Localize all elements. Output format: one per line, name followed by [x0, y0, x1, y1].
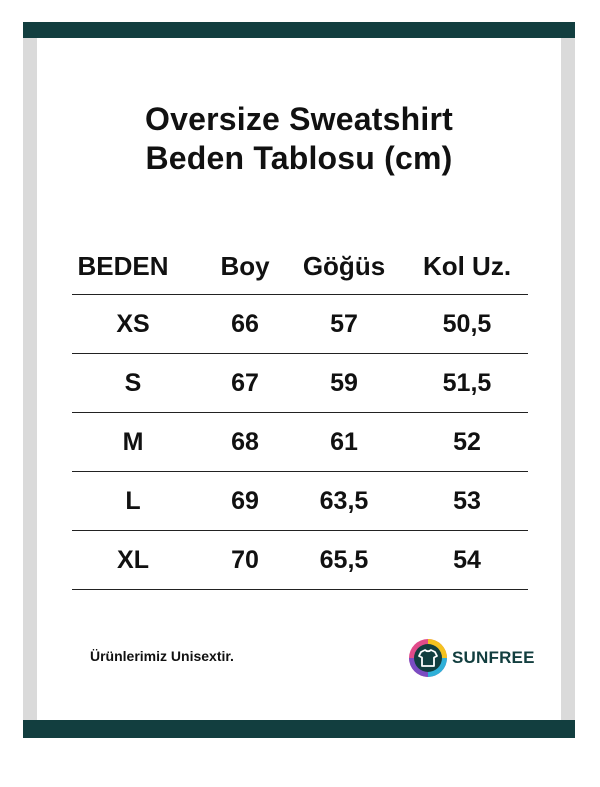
chest-cell: 59 [330, 368, 358, 397]
title-line-2: Beden Tablosu (cm) [145, 140, 453, 176]
sleeve-cell: 52 [453, 427, 481, 456]
length-cell: 70 [231, 545, 259, 574]
top-border-bar [23, 22, 575, 38]
page-title [37, 100, 561, 178]
chest-cell: 57 [330, 309, 358, 338]
tshirt-icon [408, 638, 448, 678]
title-line-1: Oversize Sweatshirt [145, 101, 453, 137]
sleeve-cell: 51,5 [442, 368, 492, 397]
bottom-border-bar [23, 720, 575, 738]
table-row [72, 354, 528, 413]
table-row [72, 472, 528, 531]
header-length: Boy [220, 250, 270, 281]
size-table [72, 238, 528, 590]
sleeve-cell: 54 [453, 545, 481, 574]
unisex-note: Ürünlerimiz Unisextir. [90, 648, 234, 664]
brand-logo [408, 638, 535, 678]
length-cell: 69 [231, 486, 259, 515]
right-border-strip [561, 38, 575, 720]
header-size: BEDEN [77, 250, 169, 281]
chest-cell: 65,5 [319, 545, 369, 574]
chest-cell: 63,5 [319, 486, 369, 515]
header-sleeve-length: Kol Uz. [422, 250, 512, 281]
size-cell: M [122, 427, 144, 456]
table-row [72, 531, 528, 590]
brand-name: SUNFREE [452, 648, 535, 667]
sleeve-cell: 53 [453, 486, 481, 515]
table-row [72, 295, 528, 354]
length-cell: 68 [231, 427, 259, 456]
size-cell: L [125, 486, 141, 515]
length-cell: 67 [231, 368, 259, 397]
header-chest: Göğüs [302, 250, 386, 281]
chest-cell: 61 [330, 427, 358, 456]
left-border-strip [23, 38, 37, 720]
size-cell: XS [116, 309, 150, 338]
table-row [72, 413, 528, 472]
size-cell: XL [117, 545, 149, 574]
table-header-row [72, 238, 528, 295]
length-cell: 66 [231, 309, 259, 338]
size-cell: S [124, 368, 142, 397]
sleeve-cell: 50,5 [442, 309, 492, 338]
